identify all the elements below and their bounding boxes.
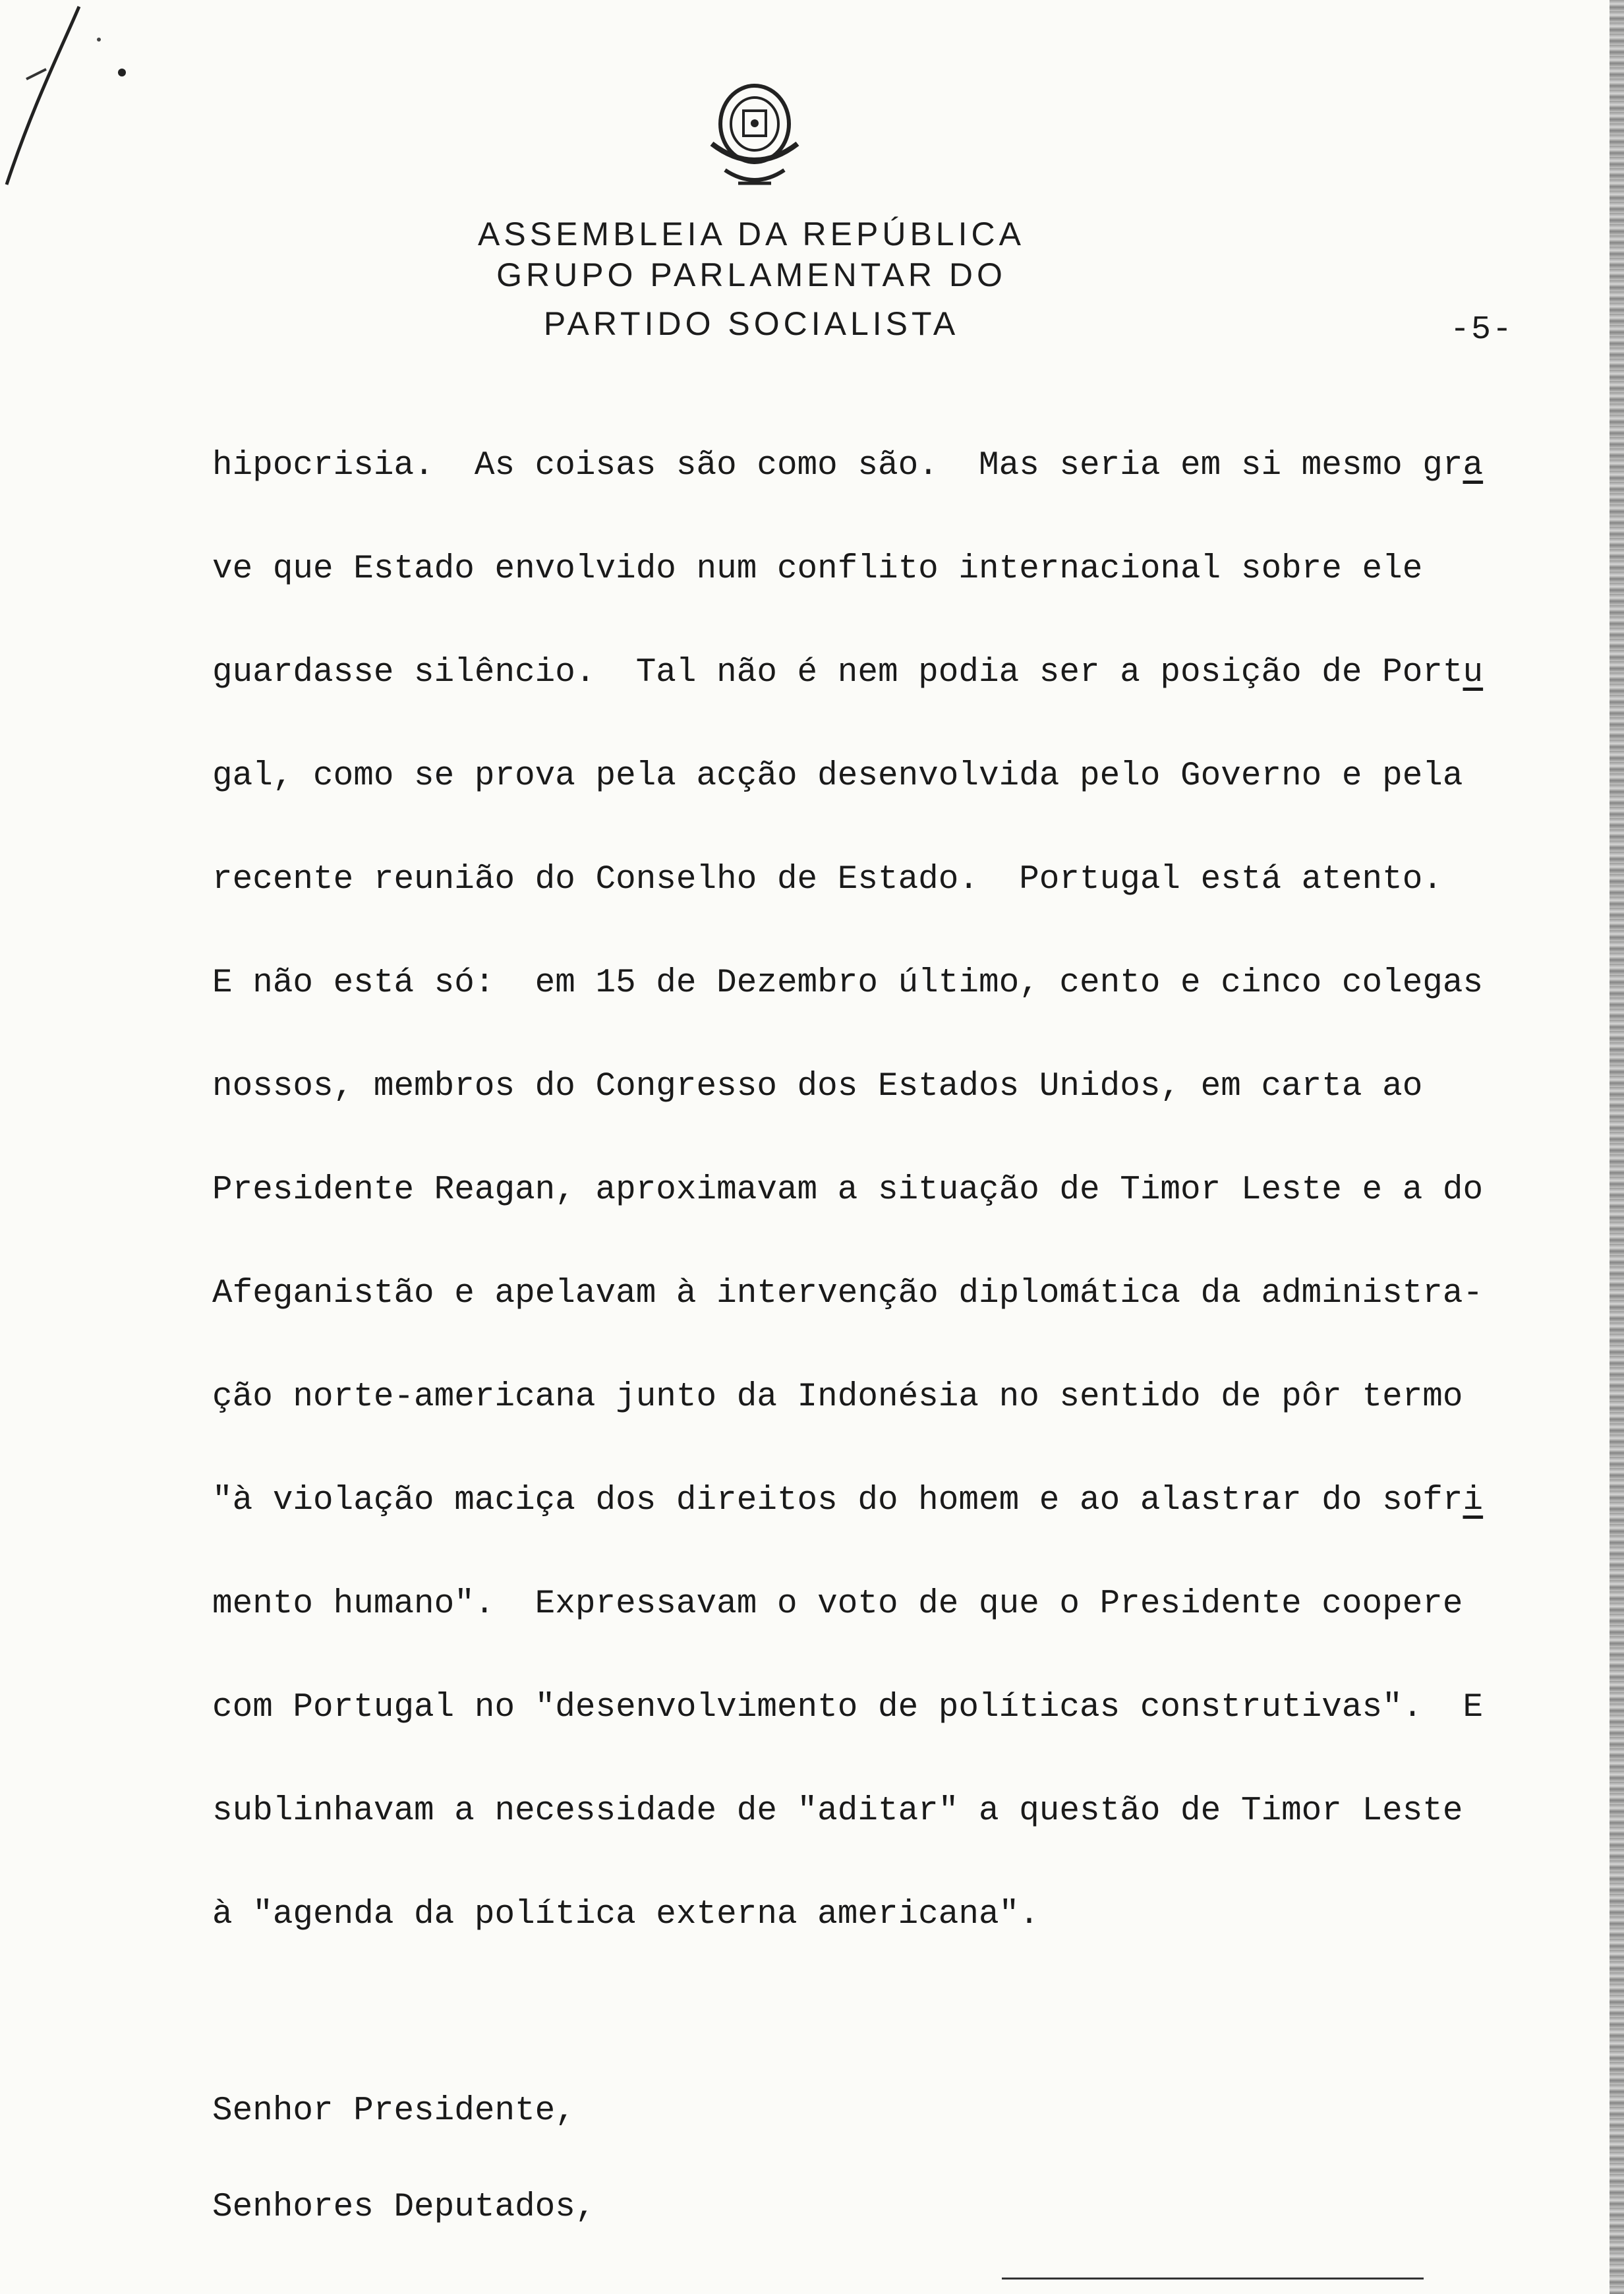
text-line: Presidente Reagan, aproximavam a situação de Timor Leste e a do <box>212 1171 1484 1209</box>
text-line: à "agenda da política externa americana". <box>212 1896 1039 1933</box>
text-line: com Portugal no "desenvolvimento de políticas construtivas". E <box>212 1689 1484 1726</box>
coat-of-arms-icon <box>699 78 811 196</box>
text-line: hipocrisia. As coisas são como são. Mas seria em si mesmo gra <box>212 447 1484 485</box>
header-line-2: GRUPO PARLAMENTAR DO <box>496 256 1006 293</box>
bottom-rule <box>1002 2278 1424 2279</box>
text-line: Afeganistão e apelavam à intervenção diplomática da administra- <box>212 1275 1484 1312</box>
text-line: gal, como se prova pela acção desenvolvida pelo Governo e pela <box>212 757 1463 795</box>
text-line: sublinhavam a necessidade de "aditar" a questão de Timor Leste <box>212 1792 1463 1830</box>
salutation-line-1: Senhor Presidente, <box>212 2092 575 2130</box>
header-line-3: PARTIDO SOCIALISTA <box>543 305 960 342</box>
scan-edge <box>1610 0 1624 2294</box>
text-line: guardasse silêncio. Tal não é nem podia ser a posição de Portu <box>212 654 1484 691</box>
text-line: E não está só: em 15 de Dezembro último, cento e cinco colegas <box>212 964 1484 1002</box>
text-line: ção norte-americana junto da Indonésia no sentido de pôr termo <box>212 1378 1463 1416</box>
text-line: ve que Estado envolvido num conflito internacional sobre ele <box>212 550 1423 588</box>
text-line: recente reunião do Conselho de Estado. Portugal está atento. <box>212 861 1443 898</box>
text-line: nossos, membros do Congresso dos Estados Unidos, em carta ao <box>212 1068 1423 1105</box>
closing-salutation <box>212 2063 1003 2256</box>
text-line: "à violação maciça dos direitos do homem e ao alastrar do sofri <box>212 1482 1484 1519</box>
handwritten-mark <box>0 0 145 198</box>
page-number: -5- <box>1450 311 1514 349</box>
header-line-1: ASSEMBLEIA DA REPÚBLICA <box>478 216 1025 252</box>
text-line: mento humano". Expressavam o voto de que o Presidente coopere <box>212 1585 1463 1623</box>
body-text <box>212 414 1544 1966</box>
salutation-line-2: Senhores Deputados, <box>212 2189 596 2226</box>
